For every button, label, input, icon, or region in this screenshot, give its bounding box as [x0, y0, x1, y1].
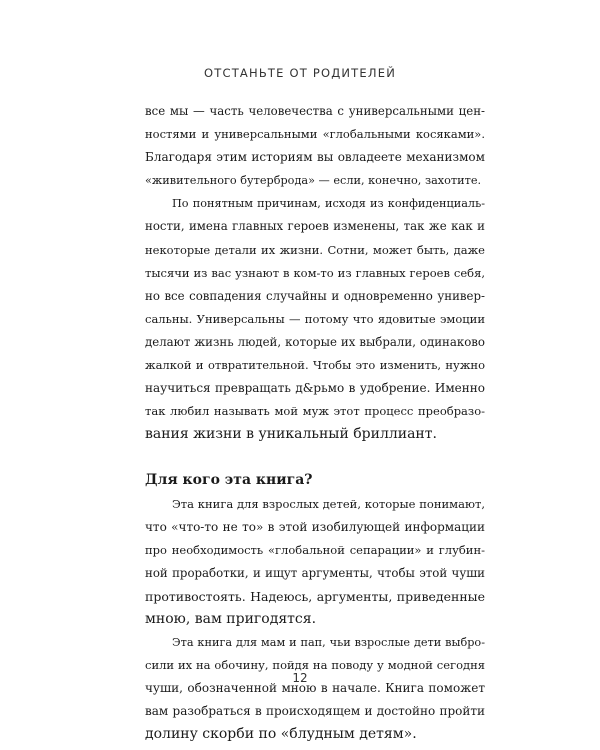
text-line: сальны. Универсальны — потому что ядовитые эмоции — [145, 311, 485, 326]
page-number: 12 — [292, 671, 308, 685]
text-line: долину скорби по «блудным детям». — [145, 726, 417, 743]
text-line: вания жизни в уникальный бриллиант. — [145, 426, 437, 443]
text-line: ности, имена главных героев изменены, так же как и — [145, 219, 485, 234]
text-line: сили их на обочину, пойдя на поводу у модной сегодня — [145, 658, 485, 673]
paragraph — [145, 100, 485, 192]
text-line: По понятным причинам, исходя из конфиденциаль- — [172, 197, 485, 211]
text-line: но все совпадения случайны и одновременно универ- — [145, 288, 485, 303]
text-line: жалкой и отвратительной. Чтобы это изменить, нужно — [145, 358, 485, 373]
text-line: ной проработки, и ищут аргументы, чтобы этой чуши — [145, 565, 485, 580]
text-line: тысячи из вас узнают в ком-то из главных героев себя, — [145, 265, 485, 280]
text-line: научиться превращать д&рьмо в удобрение. Именно — [145, 381, 485, 396]
text-line: Эта книга для мам и пап, чьи взрослые дети выбро- — [172, 636, 485, 650]
paragraph — [145, 192, 485, 446]
paragraph — [145, 631, 485, 746]
running-head: ОТСТАНЬТЕ ОТ РОДИТЕЛЕЙ — [204, 66, 396, 80]
text-line: про необходимость «глобальной сепарации» и глубин- — [145, 542, 485, 557]
text-line: ностями и универсальными «глобальными косяками». — [145, 127, 485, 142]
section-spacer — [145, 446, 485, 469]
text-line: «живительного бутерброда» — если, конечно, захотите. — [145, 174, 482, 188]
text-line: некоторые детали их жизни. Сотни, может быть, даже — [145, 242, 485, 257]
text-line: Эта книга для взрослых детей, которые понимают, — [172, 496, 485, 511]
text-line: что «что-то не то» в этой изобилующей информации — [145, 519, 485, 534]
text-line: так любил называть мой муж этот процесс преобразо- — [145, 404, 485, 419]
section-heading: Для кого эта книга? — [145, 472, 313, 489]
text-line: все мы — часть человечества с универсальными цен- — [145, 104, 485, 118]
text-line: чуши, обозначенной мною в начале. Книга поможет — [145, 681, 485, 696]
paragraph — [145, 493, 485, 632]
text-line: Благодаря этим историям вы овладеете механизмом — [145, 150, 485, 165]
body-text — [145, 100, 485, 747]
text-line: вам разобраться в происходящем и достойно пройти — [145, 704, 485, 719]
text-line: мною, вам пригодятся. — [145, 610, 317, 627]
text-line: противостоять. Надеюсь, аргументы, приведенные — [145, 588, 485, 604]
text-line: делают жизнь людей, которые их выбрали, одинаково — [145, 334, 485, 349]
